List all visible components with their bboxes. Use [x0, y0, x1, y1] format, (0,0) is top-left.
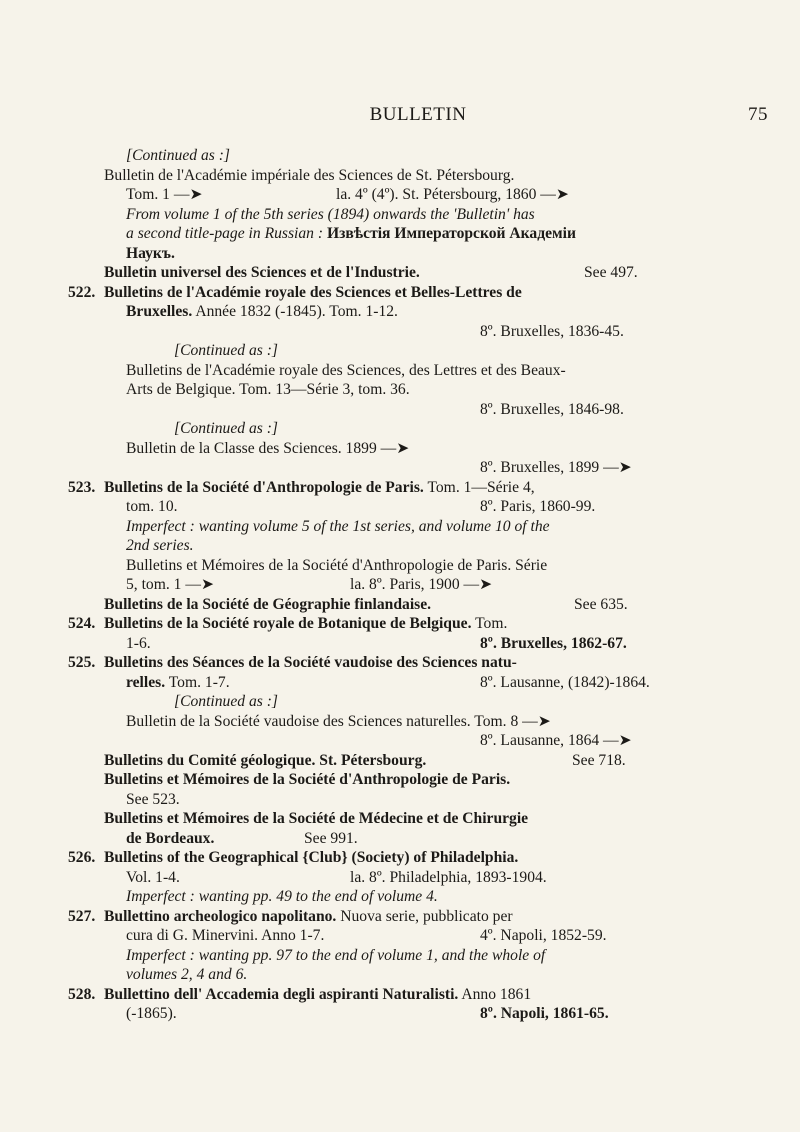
continuation-note: [Continued as :]	[126, 147, 230, 164]
note-line	[104, 224, 764, 244]
entry-number: 522.	[68, 283, 96, 301]
entry-text: Vol. 1-4.	[126, 868, 180, 886]
entry-title: relles.	[126, 673, 166, 691]
entry-line: Bulletins et Mémoires de la Société d'Anthropologie de Paris. Série	[126, 556, 548, 574]
entry-text: Nuova serie, pubblicato per	[340, 907, 513, 925]
see-reference	[574, 595, 628, 615]
imprint: 8º. Lausanne, 1864 —➤	[480, 732, 632, 749]
entry-524	[68, 614, 764, 634]
entry-number: 527.	[68, 907, 96, 925]
entry-text: Tom.	[475, 615, 508, 632]
entry-title: Bullettino dell' Accademia degli aspiranti Naturalisti.	[104, 985, 459, 1003]
imprint: 8º. Bruxelles, 1846-98.	[480, 400, 624, 418]
see-text: See 718.	[572, 751, 626, 769]
imprint-line	[104, 458, 764, 478]
entry-number: 528.	[68, 985, 96, 1003]
entry-title: Bulletins of the Geographical {Club} (Society) of Philadelphia.	[104, 849, 519, 866]
entry-title: Bulletins des Séances de la Société vaudoise des Sciences natu-	[104, 654, 517, 671]
entry-number: 524.	[68, 615, 96, 632]
entry-title: de Bordeaux.	[126, 829, 215, 847]
entry-title: Bulletins de la Société d'Anthropologie de Paris.	[104, 478, 424, 496]
cross-reference	[104, 829, 764, 849]
entry-526	[68, 848, 764, 868]
see-reference	[572, 751, 626, 771]
entry-text: cura di G. Minervini. Anno 1-7.	[126, 927, 325, 944]
note-line: volumes 2, 4 and 6.	[126, 966, 248, 983]
entry-line	[104, 185, 764, 205]
entry-527	[68, 907, 764, 927]
continuation-note: [Continued as :]	[174, 420, 278, 437]
entry-line: Bulletin de la Société vaudoise des Sciences naturelles. Tom. 8 —➤	[126, 712, 551, 730]
imprint-line	[104, 400, 764, 420]
see-text: See 635.	[574, 595, 628, 613]
note-line: 2nd series.	[126, 537, 194, 554]
entry-line: Bulletin de la Classe des Sciences. 1899 —➤	[126, 439, 410, 457]
entry-line: Bulletin de l'Académie impériale des Sciences de St. Pétersbourg.	[104, 166, 515, 184]
entry-text: tom. 10.	[126, 498, 178, 515]
see-reference	[304, 829, 358, 849]
entry-title: Bulletins du Comité géologique. St. Pétersbourg.	[104, 751, 427, 769]
russian-title-cont: Наукъ.	[126, 244, 175, 262]
imprint: la. 8º. Paris, 1900 —➤	[350, 576, 493, 593]
entry-text: (-1865).	[126, 1005, 177, 1022]
see-reference: See 523.	[126, 790, 180, 808]
note-line: Imperfect : wanting volume 5 of the 1st series, and volume 10 of the	[126, 517, 550, 535]
continuation-note: [Continued as :]	[174, 693, 278, 710]
entry-line	[104, 575, 764, 595]
continuation-note: [Continued as :]	[174, 342, 278, 359]
page-header	[68, 104, 768, 128]
entry-number: 525.	[68, 654, 96, 671]
note-line: Imperfect : wanting pp. 97 to the end of volume 1, and the whole of	[126, 946, 546, 964]
entry-line	[104, 673, 764, 693]
imprint: 8º. Bruxelles, 1836-45.	[480, 322, 624, 340]
cross-reference	[104, 263, 764, 283]
entry-title: Bulletin universel des Sciences et de l'Industrie.	[104, 264, 420, 281]
russian-title: Извѣстія Императорской Академіи	[326, 225, 576, 242]
entry-line	[104, 1004, 764, 1024]
entry-text: Anno 1861	[461, 985, 532, 1003]
entry-522	[68, 283, 764, 303]
imprint-line	[104, 322, 764, 342]
entry-523	[68, 478, 764, 498]
entry-number: 526.	[68, 849, 96, 866]
catalogue-body	[68, 146, 764, 1024]
imprint: la. 8º. Philadelphia, 1893-1904.	[350, 868, 547, 886]
see-text: See 497.	[584, 264, 638, 281]
imprint: la. 4º (4º). St. Pétersbourg, 1860 —➤	[336, 186, 569, 203]
entry-525	[68, 653, 764, 673]
cross-reference: Bulletins et Mémoires de la Société d'Anthropologie de Paris.	[104, 771, 511, 788]
entry-text: Tom. 1 —➤	[126, 186, 203, 203]
entry-line: Bulletins de l'Académie royale des Sciences, des Lettres et des Beaux-	[126, 361, 566, 379]
cross-reference: Bulletins et Mémoires de la Société de Médecine et de Chirurgie	[104, 810, 529, 827]
entry-line	[104, 302, 764, 322]
entry-title: Bulletins de la Société royale de Botanique de Belgique.	[104, 615, 472, 632]
entry-text: 1-6.	[126, 634, 151, 652]
imprint: 4º. Napoli, 1852-59.	[480, 927, 607, 944]
entry-text: Tom. 1—Série 4,	[427, 478, 535, 496]
running-title: BULLETIN	[369, 104, 467, 125]
note-line: Imperfect : wanting pp. 49 to the end of volume 4.	[126, 888, 438, 905]
see-text: See 991.	[304, 829, 358, 847]
entry-line	[104, 497, 764, 517]
entry-line: Arts de Belgique. Tom. 13—Série 3, tom. 36.	[126, 381, 410, 398]
see-reference	[584, 263, 638, 283]
entry-title: Bruxelles.	[126, 303, 193, 320]
imprint-line	[104, 731, 764, 751]
entry-line	[104, 868, 764, 888]
entry-title: Bulletins de la Société de Géographie finlandaise.	[104, 595, 432, 613]
imprint: 8º. Bruxelles, 1862-67.	[480, 634, 627, 652]
entry-line	[104, 926, 764, 946]
page-number: 75	[748, 104, 768, 125]
imprint: 8º. Bruxelles, 1899 —➤	[480, 459, 632, 476]
cross-reference	[104, 595, 764, 615]
imprint: 8º. Lausanne, (1842)-1864.	[480, 673, 650, 691]
entry-line	[104, 634, 764, 654]
note-text: a second title-page in Russian :	[126, 225, 324, 242]
imprint: 8º. Paris, 1860-99.	[480, 498, 596, 515]
entry-title: Bullettino archeologico napolitano.	[104, 907, 337, 925]
cross-reference	[104, 751, 764, 771]
entry-title: Bulletins de l'Académie royale des Sciences et Belles-Lettres de	[104, 283, 522, 301]
imprint: 8º. Napoli, 1861-65.	[480, 1005, 609, 1022]
entry-text: 5, tom. 1 —➤	[126, 576, 215, 593]
entry-528	[68, 985, 764, 1005]
note-line: From volume 1 of the 5th series (1894) onwards the 'Bulletin' has	[126, 205, 535, 223]
entry-text: Année 1832 (-1845). Tom. 1-12.	[195, 303, 398, 320]
entry-number: 523.	[68, 478, 96, 496]
entry-text: Tom. 1-7.	[168, 673, 230, 691]
